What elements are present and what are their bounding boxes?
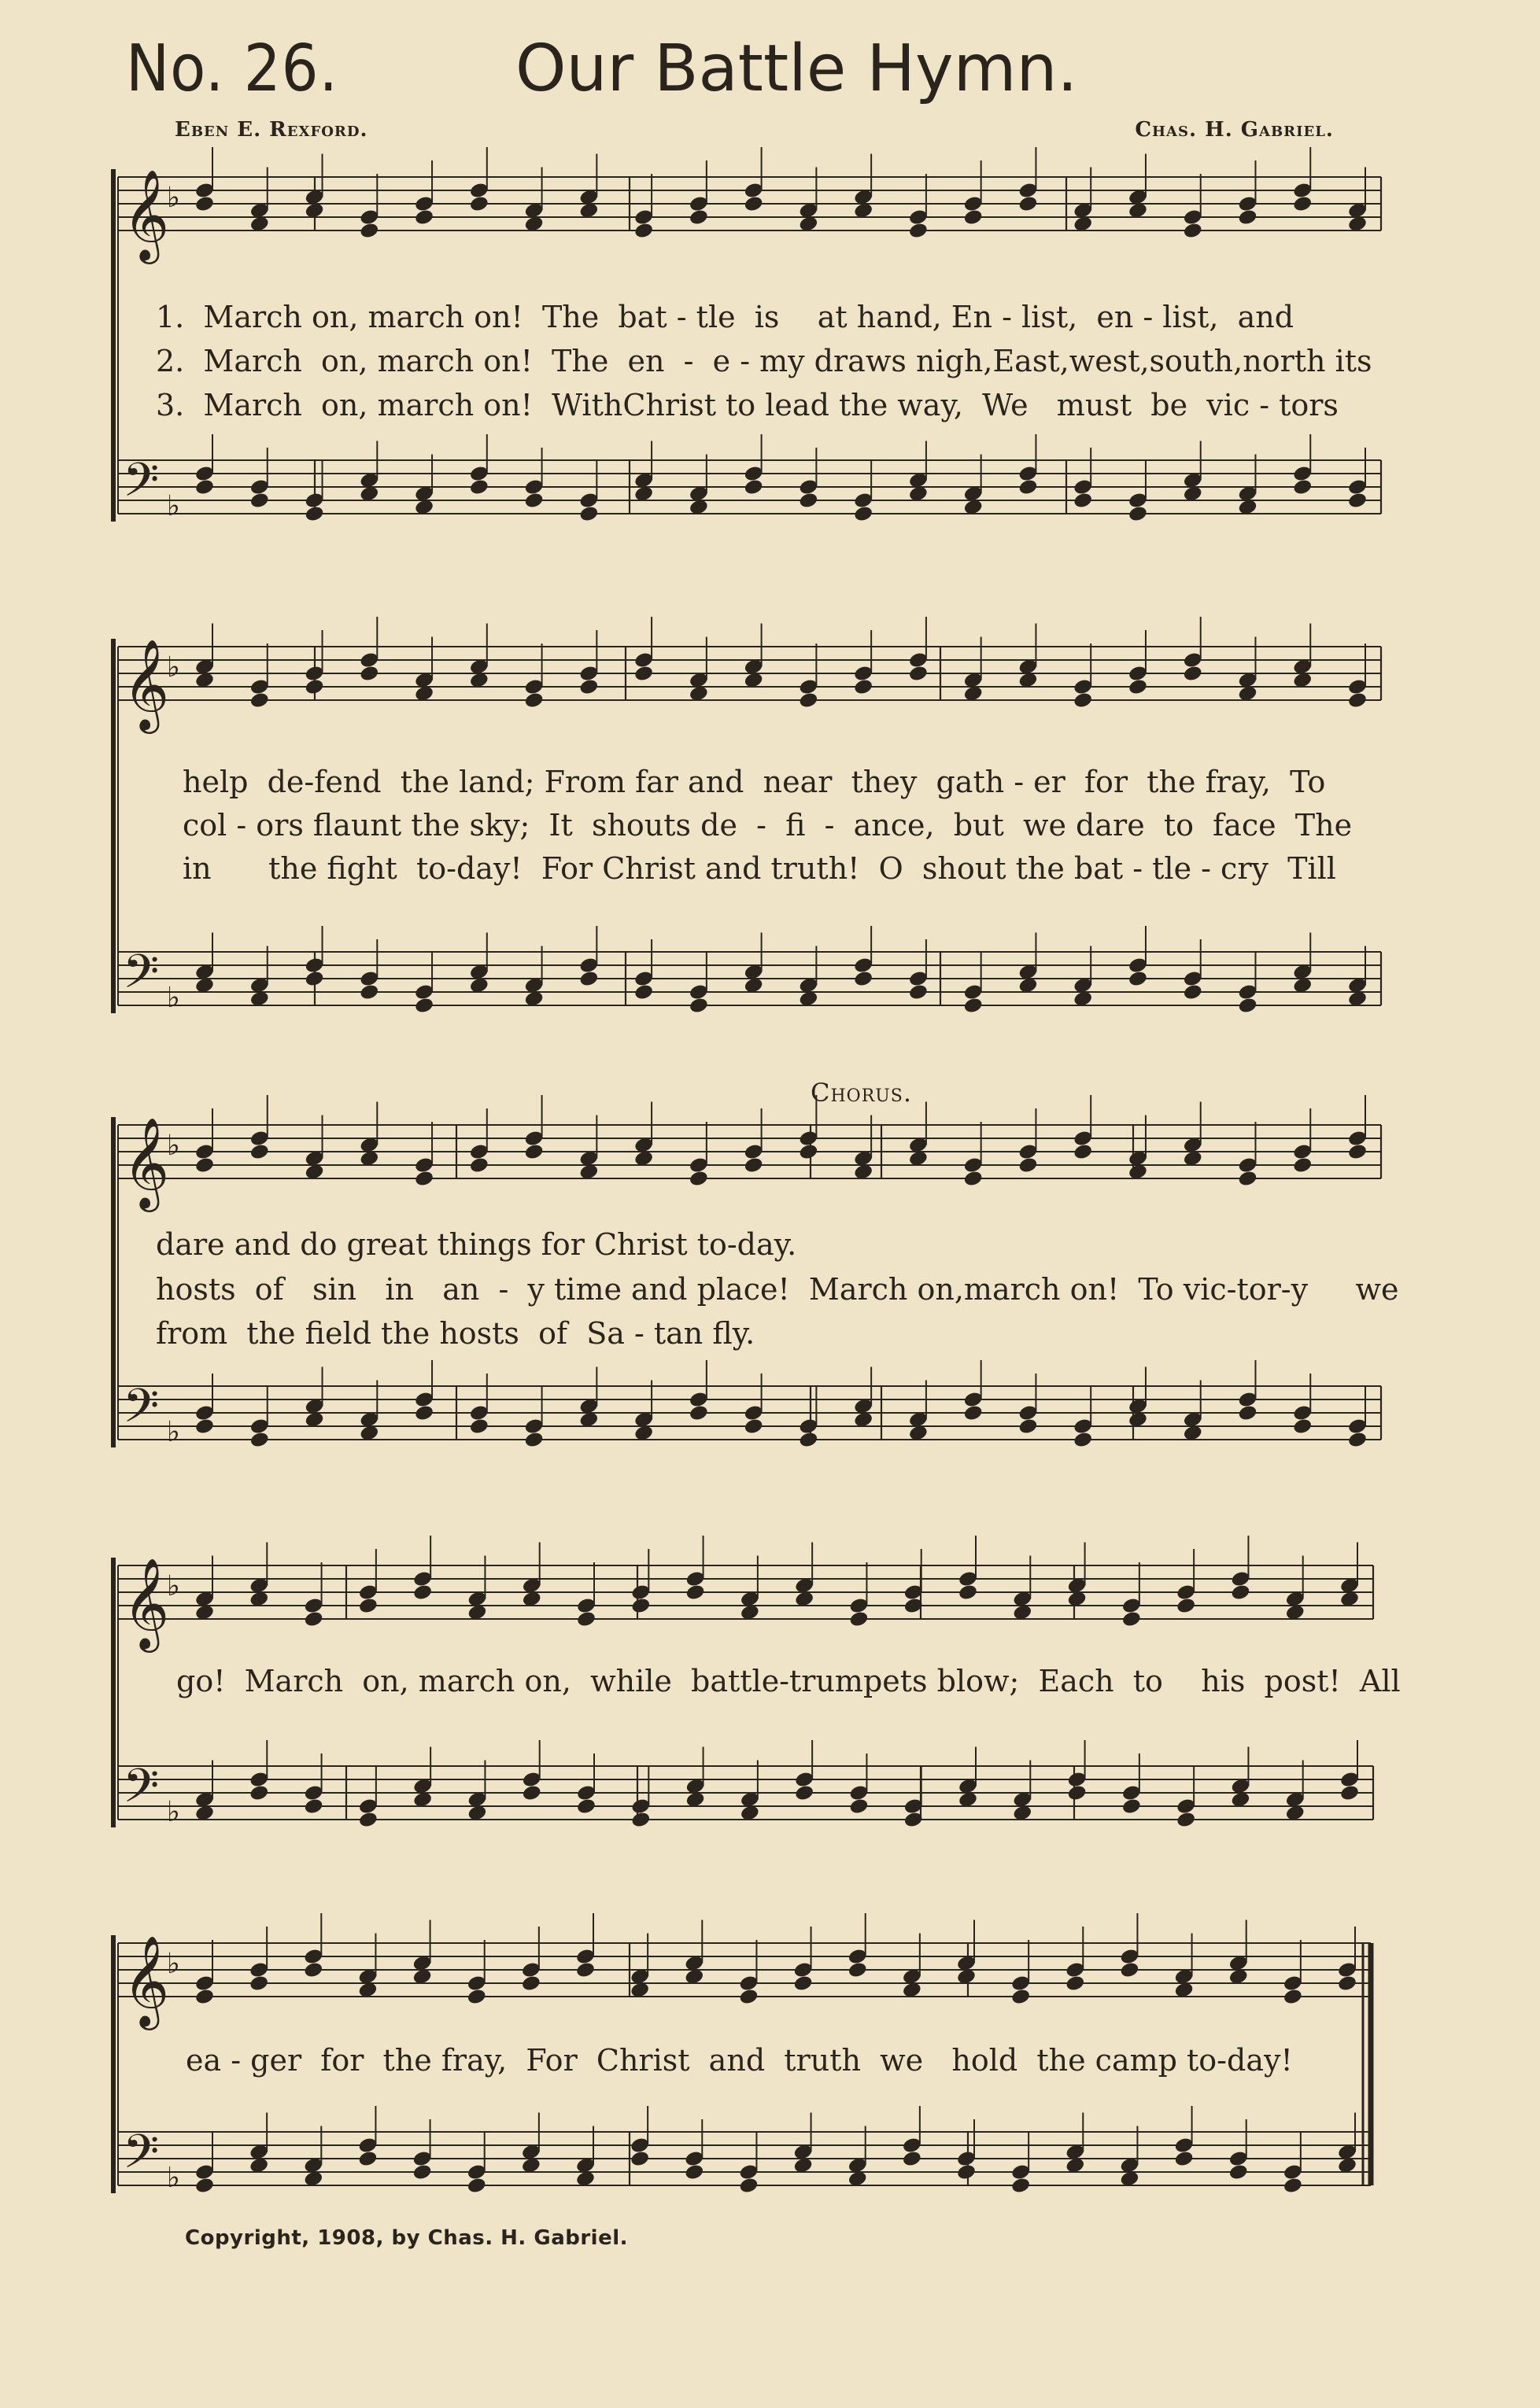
note-head	[1017, 195, 1038, 213]
note-head	[633, 222, 654, 240]
note-head	[633, 983, 654, 1001]
note-head	[738, 2177, 759, 2195]
note-head	[963, 208, 984, 227]
note-head	[1183, 983, 1203, 1001]
note-head	[1292, 195, 1313, 213]
treble-clef: 𝄞	[123, 638, 170, 730]
note-head	[1066, 1784, 1087, 1802]
note-head	[303, 1798, 323, 1816]
note-head	[194, 1156, 215, 1174]
note-head	[194, 1988, 215, 2006]
lyric-line: from the field the hosts of Sa - tan fly.	[156, 1316, 755, 1351]
note-head	[359, 665, 379, 683]
note-head	[249, 492, 270, 510]
lyric-line: in the fight to-day! For Christ and truth! O shout the bat - tle - cry Till	[183, 851, 1336, 886]
note-head	[304, 678, 324, 696]
note-head	[358, 1811, 379, 1829]
note-head	[1292, 478, 1313, 496]
note-head	[684, 2163, 704, 2181]
note-head	[853, 970, 873, 988]
note-head	[963, 997, 984, 1015]
note-head	[469, 478, 489, 496]
note-head	[1347, 691, 1368, 710]
note-head	[1237, 997, 1257, 1015]
note-head	[467, 1988, 487, 2006]
flat-key-signature: ♭	[167, 182, 180, 214]
note-head	[578, 970, 599, 988]
note-head	[1073, 492, 1093, 510]
bass-clef: 𝄢	[123, 1758, 160, 1824]
note-head	[303, 1610, 323, 1628]
chorus-label: Chorus.	[811, 1078, 913, 1108]
note-head	[630, 1811, 651, 1829]
note-head	[908, 222, 929, 240]
flat-key-signature: ♭	[167, 1570, 180, 1602]
note-head	[798, 1143, 818, 1161]
note-head	[794, 1784, 814, 1802]
note-head	[578, 505, 599, 523]
note-head	[1073, 1431, 1093, 1449]
note-head	[194, 2177, 215, 2195]
note-head	[848, 1798, 869, 1816]
bass-clef: 𝄢	[123, 452, 160, 518]
treble-clef: 𝄞	[123, 1557, 170, 1649]
flat-key-signature: ♭	[167, 1416, 180, 1448]
note-head	[689, 1404, 709, 1422]
lyric-line: col - ors flaunt the sky; It shouts de - fi - ance, but we dare to face The	[183, 808, 1353, 843]
note-head	[358, 1597, 379, 1615]
note-head	[685, 1584, 705, 1602]
note-head	[1347, 1143, 1368, 1161]
note-head	[689, 208, 709, 227]
note-head	[414, 1170, 434, 1188]
note-head	[798, 492, 818, 510]
note-head	[194, 1418, 215, 1436]
note-head	[575, 1961, 596, 1979]
note-head	[908, 665, 929, 683]
flat-key-signature: ♭	[167, 982, 180, 1014]
note-head	[1292, 1156, 1313, 1174]
note-head	[469, 195, 489, 213]
note-head	[1230, 1584, 1250, 1602]
note-head	[522, 1784, 542, 1802]
note-head	[956, 2163, 977, 2181]
note-head	[1228, 2163, 1249, 2181]
lyric-line: help de-fend the land; From far and near they gath - er for the fray, To	[183, 765, 1326, 799]
flat-key-signature: ♭	[167, 1130, 180, 1162]
note-head	[412, 2163, 432, 2181]
bass-clef: 𝄢	[123, 944, 160, 1010]
note-head	[359, 222, 379, 240]
note-head	[853, 678, 873, 696]
note-head	[304, 505, 324, 523]
note-head	[1173, 2150, 1194, 2168]
note-head	[744, 1418, 764, 1436]
treble-clef: 𝄞	[123, 1934, 170, 2026]
note-head	[194, 195, 215, 213]
bass-clef: 𝄢	[123, 2124, 160, 2190]
note-head	[908, 983, 929, 1001]
note-head	[1292, 1418, 1313, 1436]
note-head	[1121, 1610, 1142, 1628]
note-head	[630, 2150, 650, 2168]
copyright-notice: Copyright, 1908, by Chas. H. Gabriel.	[185, 2226, 629, 2250]
note-head	[249, 1784, 269, 1802]
note-head	[576, 1798, 596, 1816]
note-head	[249, 1143, 270, 1161]
note-head	[1283, 2177, 1303, 2195]
note-head	[469, 1418, 489, 1436]
note-head	[744, 195, 764, 213]
note-head	[798, 1431, 818, 1449]
note-head	[1128, 970, 1148, 988]
lyric-line: go! March on, march on, while battle-trumpets blow; Each to his post! All	[176, 1664, 1401, 1698]
lyric-line: 1. March on, march on! The bat - tle is at hand, En - list, en - list, and	[156, 300, 1294, 334]
music-system	[113, 147, 1381, 522]
note-head	[853, 505, 873, 523]
note-head	[744, 478, 764, 496]
treble-clef: 𝄞	[123, 168, 170, 260]
note-head	[1347, 492, 1368, 510]
note-head	[1010, 1988, 1031, 2006]
lyric-line: ea - ger for the fray, For Christ and truth we hold the camp to-day!	[186, 2043, 1293, 2078]
lyric-line: 2. March on, march on! The en - e - my draws nigh,East,west,south,north its	[156, 344, 1372, 378]
lyric-line: hosts of sin in an - y time and place! March on,march on! To vic-tor-y we	[156, 1272, 1399, 1307]
composer-credit: Chas. H. Gabriel.	[1135, 118, 1334, 142]
note-head	[1176, 1811, 1196, 1829]
lyricist-credit: Eben E. Rexford.	[175, 118, 368, 142]
note-head	[412, 1584, 433, 1602]
note-head	[1017, 1418, 1038, 1436]
note-head	[414, 208, 434, 227]
note-head	[1119, 1961, 1139, 1979]
note-head	[630, 1597, 651, 1615]
note-head	[523, 691, 544, 710]
note-head	[249, 1431, 270, 1449]
note-head	[792, 1975, 813, 1993]
note-head	[1073, 691, 1093, 710]
note-head	[1237, 208, 1257, 227]
note-head	[304, 970, 324, 988]
note-head	[469, 1156, 489, 1174]
note-head	[1128, 678, 1148, 696]
note-head	[1183, 665, 1203, 683]
note-head	[521, 1975, 541, 1993]
note-head	[1237, 1170, 1257, 1188]
note-head	[1121, 1798, 1142, 1816]
note-head	[249, 691, 270, 710]
lyric-line: dare and do great things for Christ to-day.	[156, 1227, 797, 1262]
note-head	[848, 1610, 869, 1628]
note-head	[1283, 1988, 1303, 2006]
flat-key-signature: ♭	[167, 1948, 180, 1980]
note-head	[303, 1961, 323, 1979]
note-head	[523, 1143, 544, 1161]
note-head	[1128, 505, 1148, 523]
note-head	[194, 478, 215, 496]
flat-key-signature: ♭	[167, 2162, 180, 2194]
note-head	[414, 1404, 434, 1422]
treble-clef: 𝄞	[123, 1116, 170, 1208]
note-head	[1065, 1975, 1085, 1993]
note-head	[523, 1431, 544, 1449]
note-head	[1237, 1404, 1257, 1422]
note-head	[357, 2150, 378, 2168]
note-head	[963, 1170, 984, 1188]
note-head	[467, 2177, 487, 2195]
note-head	[576, 1610, 596, 1628]
note-head	[1183, 222, 1203, 240]
note-head	[1010, 2177, 1031, 2195]
note-head	[689, 997, 709, 1015]
note-head	[414, 997, 434, 1015]
note-head	[1073, 1143, 1093, 1161]
note-head	[359, 983, 379, 1001]
note-head	[848, 1961, 868, 1979]
note-head	[633, 665, 654, 683]
note-head	[958, 1584, 978, 1602]
flat-key-signature: ♭	[167, 1796, 180, 1828]
note-head	[963, 1404, 984, 1422]
note-head	[523, 492, 544, 510]
note-head	[798, 691, 818, 710]
flat-key-signature: ♭	[167, 651, 180, 684]
note-head	[1017, 478, 1038, 496]
bass-clef: 𝄢	[123, 1378, 160, 1444]
flat-key-signature: ♭	[167, 490, 180, 522]
note-head	[744, 1156, 764, 1174]
hymn-number: No. 26.	[126, 31, 338, 106]
note-head	[578, 678, 599, 696]
note-head	[902, 2150, 922, 2168]
note-head	[1339, 1784, 1360, 1802]
note-head	[1337, 1975, 1357, 1993]
note-head	[1176, 1597, 1196, 1615]
note-head	[689, 1170, 709, 1188]
hymn-title: Our Battle Hymn.	[515, 31, 1078, 106]
lyric-line: 3. March on, march on! WithChrist to lead the way, We must be vic - tors	[156, 388, 1339, 422]
note-head	[738, 1988, 759, 2006]
note-head	[1347, 1431, 1368, 1449]
note-head	[1017, 1156, 1038, 1174]
note-head	[249, 1975, 269, 1993]
